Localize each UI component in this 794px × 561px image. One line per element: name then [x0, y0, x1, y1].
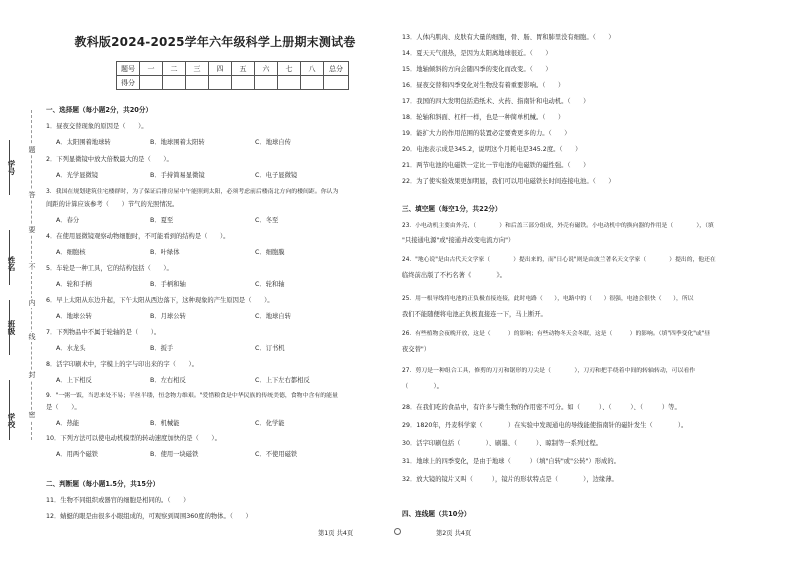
- class-field[interactable]: [9, 300, 10, 355]
- question-text: 8．活字印刷术中，字模上的字与印出来的字（ ）。: [46, 361, 198, 368]
- score-cell: 七: [278, 62, 301, 76]
- question-text: 31．地球上的四季变化，是由于地球（ ）（填"自转"或"公转"）形成的。: [402, 458, 620, 465]
- score-input[interactable]: [324, 76, 349, 90]
- question-text: 5．车轮是一种工具，它的结构包括（ ）。: [46, 265, 173, 272]
- seal-char: 内: [28, 299, 36, 307]
- score-input[interactable]: [278, 76, 301, 90]
- seal-char: 要: [28, 226, 36, 234]
- score-input[interactable]: [301, 76, 324, 90]
- question-text: 我们不能随便将电池正负极直接连一下，马上断开。: [402, 311, 547, 318]
- question-text: 26．有些植物会夜晚开放，这是（ ）的影响；有些动物冬天会冬眠，这是（ ）的影响。（填"四季变化"或"昼: [402, 331, 711, 337]
- score-input[interactable]: [255, 76, 278, 90]
- answer-option[interactable]: C．地球自传: [255, 139, 291, 146]
- section-heading: 一、选择题（每小题2分，共20分）: [46, 106, 153, 114]
- question-text: "只接通电源"或"接通并改变电流方向"）: [402, 237, 515, 244]
- question-text: 18．轮轴和斜面、杠杆一样，也是一种简单机械。（ ）: [402, 114, 565, 121]
- exam-title: 教科版2024-2025学年六年级科学上册期末测试卷: [74, 35, 356, 49]
- score-cell: 四: [209, 62, 232, 76]
- school-field[interactable]: [9, 380, 10, 440]
- score-cell: 得分: [117, 76, 140, 90]
- page-divider-circle: [394, 528, 401, 535]
- answer-option[interactable]: A．轮和手柄: [56, 281, 92, 288]
- question-text: 29．1820年，丹麦科学家（ ）在实验中发现通电的导线能使指南针的磁针发生（ ）。: [402, 422, 688, 429]
- question-text: 32．放大镜的镜片又叫（ ），镜片的形状特点是（ ），边缘薄。: [402, 476, 618, 483]
- seal-char: 密: [28, 411, 36, 419]
- score-input[interactable]: [209, 76, 232, 90]
- seal-char: 封: [28, 371, 36, 379]
- answer-option[interactable]: B．叶绿体: [150, 249, 180, 256]
- answer-option[interactable]: B．手柄和轴: [150, 281, 186, 288]
- question-text: 11．生物不同组织或器官的细胞是相同的。（ ）: [46, 497, 190, 504]
- question-text: 间距的计算应该参考（ ）节气的光照情况。: [46, 201, 179, 208]
- name-label: 姓名: [7, 256, 16, 271]
- score-value-row: [117, 76, 349, 90]
- score-input[interactable]: [186, 76, 209, 90]
- answer-option[interactable]: C．电子显微镜: [255, 172, 298, 179]
- question-text: 临终前出版了不朽名著《 》。: [402, 272, 506, 279]
- student-id-field[interactable]: [9, 140, 10, 195]
- page-number-left: 第1页 共4页: [318, 530, 354, 537]
- school-label: 学校: [7, 413, 16, 428]
- class-label: 班级: [7, 320, 16, 335]
- score-cell: 八: [301, 62, 324, 76]
- question-text: 22．为了使实验效果更加明显，我们可以用电磁铁长时间连接电池。（ ）: [402, 178, 615, 185]
- answer-option[interactable]: A．上下相反: [56, 377, 92, 384]
- question-text: 2．下列显微镜中放大倍数最大的是（ ）。: [46, 156, 173, 163]
- answer-option[interactable]: A．太阳围着地球转: [56, 139, 111, 146]
- answer-option[interactable]: B．使用一块磁铁: [150, 451, 199, 458]
- section-heading: 二、判断题（每小题1.5分，共15分）: [46, 480, 160, 488]
- answer-option[interactable]: C．上下左右都相反: [255, 377, 310, 384]
- answer-option[interactable]: B．夏至: [150, 217, 174, 224]
- question-text: 20．电池表示成是345.2，说明这个月耗电是345.2度。（ ）: [402, 146, 582, 153]
- question-text: 10．下列方法可以使电动机模型的转动速度加快的是（ ）。: [46, 435, 221, 442]
- question-text: 16．昼夜交替和四季变化对生物没有着重要影响。（ ）: [402, 82, 565, 89]
- name-field[interactable]: [9, 230, 10, 285]
- answer-option[interactable]: B．地球围着太阳转: [150, 139, 205, 146]
- seal-char: 线: [28, 333, 36, 341]
- question-text: 15．地轴倾斜的方向会随四季的变化而改变。（ ）: [402, 66, 552, 73]
- question-text: 14．夏天天气很热，是因为太阳离地球很近。（ ）: [402, 50, 552, 57]
- question-text: 30．活字印刷包括（ ）、刷墨、（ ）、晾制等一系列过程。: [402, 440, 603, 447]
- section-heading: 四、连线题（共10分）: [402, 510, 471, 518]
- question-text: 17．我国的四大发明包括造纸术、火药、指南针和电动机。（ ）: [402, 98, 590, 105]
- answer-option[interactable]: A．热能: [56, 420, 80, 427]
- score-input[interactable]: [163, 76, 186, 90]
- question-text: 19．能扩大力的作用范围的装置必定要费更多的力。（ ）: [402, 130, 571, 137]
- score-table: [116, 61, 349, 90]
- question-text: 23．小电动机主要由外壳、（ ）和后盖三部分组成，外壳有磁铁。小电动机中的换向器的作用是（ ），（填: [402, 223, 714, 229]
- question-text: 13．人体内肌肉、皮肤有大量的细胞，骨、肠、胃和肺里没有细胞。（ ）: [402, 34, 615, 41]
- question-text: （ ）。: [402, 383, 443, 390]
- score-cell: 总分: [324, 62, 349, 76]
- answer-option[interactable]: B．机械能: [150, 420, 180, 427]
- question-text: 21．两节电池的电磁铁一定比一节电池的电磁铁的磁性强。（ ）: [402, 162, 590, 169]
- score-cell: 六: [255, 62, 278, 76]
- answer-option[interactable]: C．轮和轴: [255, 281, 285, 288]
- answer-option[interactable]: A．水龙头: [56, 345, 86, 352]
- page-number-right: 第2页 共4页: [436, 530, 472, 537]
- question-text: 夜交替"）: [402, 346, 431, 353]
- answer-option[interactable]: C．化学能: [255, 420, 285, 427]
- seal-char: 答: [28, 191, 36, 199]
- answer-option[interactable]: A．用两个磁铁: [56, 451, 99, 458]
- answer-option[interactable]: C．地球自转: [255, 313, 291, 320]
- answer-option[interactable]: A．地球公转: [56, 313, 92, 320]
- answer-option[interactable]: C．不使用磁铁: [255, 451, 298, 458]
- question-text: 27．剪刀是一种组合工具，修剪的刀刃和锯形的刀尖是（ ），刀刃和把手绕着中间的转轴转动，可以看作: [402, 368, 696, 374]
- student-id-label: 学号: [7, 160, 16, 175]
- question-text: 28．在我们吃的食品中，有许多与微生物的作用密不可分。如（ ）、（ ）、（ ）等。: [402, 404, 681, 411]
- seal-char: 题: [28, 146, 36, 154]
- answer-option[interactable]: A．光学显微镜: [56, 172, 99, 179]
- answer-option[interactable]: A．细胞核: [56, 249, 86, 256]
- answer-option[interactable]: C．细胞膜: [255, 249, 285, 256]
- answer-option[interactable]: A．春分: [56, 217, 80, 224]
- answer-option[interactable]: B．扳手: [150, 345, 174, 352]
- question-text: 12．蜻蜓的眼是由很多小眼组成的，可观察到周围360度的物体。（ ）: [46, 513, 252, 520]
- seal-line: [31, 110, 32, 440]
- answer-option[interactable]: C．订书机: [255, 345, 285, 352]
- score-cell: 二: [163, 62, 186, 76]
- question-text: 1．昼夜交替现象的原因是（ ）。: [46, 123, 148, 130]
- score-cell: 题号: [117, 62, 140, 76]
- score-cell: 一: [140, 62, 163, 76]
- answer-option[interactable]: B．手持简易显微镜: [150, 172, 205, 179]
- question-text: 7．下列物品中不属于轮轴的是（ ）。: [46, 329, 161, 336]
- binding-margin: [0, 0, 44, 561]
- question-text: 6．早上太阳从东边升起，下午太阳从西边落下，这种现象的产生原因是（ ）。: [46, 297, 274, 304]
- answer-option[interactable]: C．冬至: [255, 217, 279, 224]
- score-cell: 五: [232, 62, 255, 76]
- answer-option[interactable]: B．月球公转: [150, 313, 186, 320]
- answer-option[interactable]: B．左右相反: [150, 377, 186, 384]
- score-input[interactable]: [140, 76, 163, 90]
- question-text: 25．用一根导线将电池的正负极直接连接，此时电路（ ），电路中的（ ）很强，电池会很快（ ），所以: [402, 296, 694, 302]
- question-text: 24．"地心说"是由古代天文学家（ ）提出来的，而"日心说"则是由波兰著名天文学家（ ）提出的，他还在: [402, 257, 716, 263]
- section-heading: 三、填空题（每空1分，共22分）: [402, 205, 502, 213]
- score-cell: 三: [186, 62, 209, 76]
- question-text: 3．我国在规划建筑住宅楼群时，为了保证后排房屋中午能照到太阳，必须考虑前后楼南北方向的楼间距。你认为: [46, 189, 339, 195]
- question-text: 9．"一粥一饭，当思来处不易；半丝半缕，恒念物力维艰。"爱惜粮食是中华民族的传统美德，食物中含有的能量: [46, 393, 338, 399]
- question-text: 4．在使用显微镜观察动物细胞时，不可能看到的结构是（ ）。: [46, 233, 230, 240]
- score-input[interactable]: [232, 76, 255, 90]
- score-header-row: [117, 62, 349, 76]
- question-text: 是（ ）。: [46, 404, 81, 411]
- seal-char: 不: [28, 263, 36, 271]
